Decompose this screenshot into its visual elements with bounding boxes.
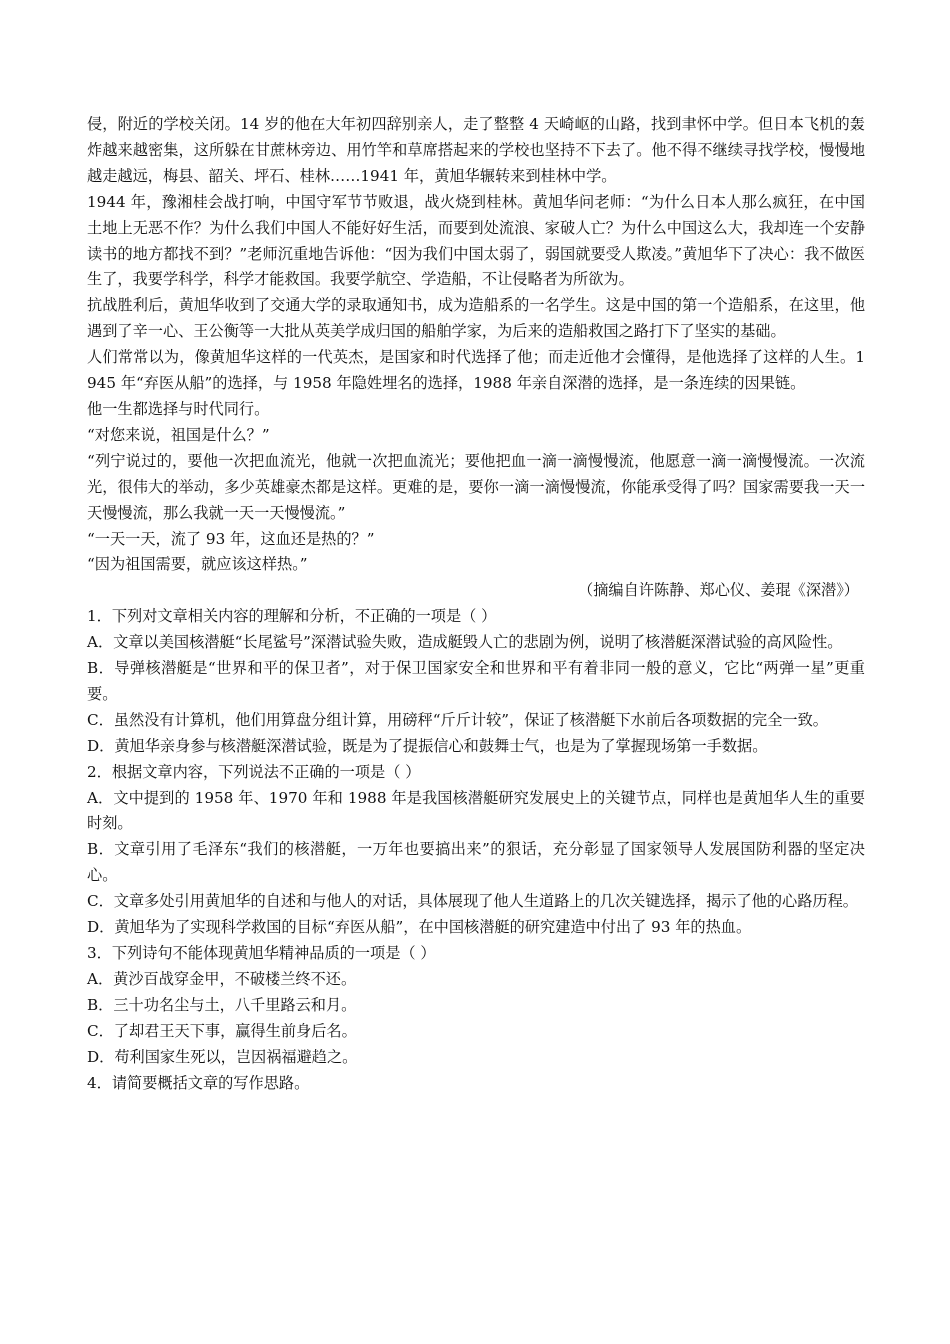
answer-option: A．黄沙百战穿金甲，不破楼兰终不还。 bbox=[87, 969, 357, 988]
answer-option: B．三十功名尘与土，八千里路云和月。 bbox=[87, 995, 357, 1014]
answer-option: D．黄旭华亲身参与核潜艇深潜试验，既是为了提振信心和鼓舞士气，也是为了掌握现场第一手数据。 bbox=[87, 736, 768, 755]
body-paragraph: “对您来说，祖国是什么？” bbox=[87, 425, 270, 444]
body-paragraph: “因为祖国需要，就应该这样热。” bbox=[87, 555, 308, 574]
body-paragraph: 1944 年，豫湘桂会战打响，中国守军节节败退，战火烧到桂林。黄旭华问老师：“为什么日本人那么疯狂，在中国土地上无恶不作？为什么我们中国人不能好好生活，而要到处流浪、家破人亡？为什么中国这么大，我却连一个安静读书的地方都找不到？”老师沉重地告诉他：“因为我们中国太弱了，弱国就要受人欺凌。”黄旭华下了决心：我不做医生了，我要学科学，科学才能救国。我要学航空、学造船，不让侵略者为所欲为。 bbox=[87, 192, 865, 289]
body-paragraph: “一天一天，流了 93 年，这血还是热的？” bbox=[87, 529, 375, 548]
document-body bbox=[87, 112, 865, 1096]
question-stem: 1．下列对文章相关内容的理解和分析，不正确的一项是（ ） bbox=[87, 607, 497, 626]
answer-option: B．导弹核潜艇是“世界和平的保卫者”，对于保卫国家安全和世界和平有着非同一般的意义，它比“两弹一星”更重要。 bbox=[87, 659, 865, 703]
body-paragraph: 人们常常以为，像黄旭华这样的一代英杰，是国家和时代选择了他；而走近他才会懂得，是他选择了这样的人生。1945 年“弃医从船”的选择，与 1958 年隐姓埋名的选择，1988 年亲自深潜的选择，是一条连续的因果链。 bbox=[87, 348, 865, 393]
question-stem: 3．下列诗句不能体现黄旭华精神品质的一项是（ ） bbox=[87, 944, 436, 962]
answer-option: B．文章引用了毛泽东“我们的核潜艇，一万年也要搞出来”的狠话，充分彰显了国家领导人发展国防利器的坚定决心。 bbox=[87, 840, 865, 885]
answer-option: A．文中提到的 1958 年、1970 年和 1988 年是我国核潜艇研究发展史上的关键节点，同样也是黄旭华人生的重要时刻。 bbox=[87, 788, 865, 833]
answer-option: C．了却君王天下事，赢得生前身后名。 bbox=[87, 1021, 357, 1040]
answer-option: D．黄旭华为了实现科学救国的目标“弃医从船”，在中国核潜艇的研究建造中付出了 93 年的热血。 bbox=[87, 918, 752, 937]
body-paragraph: 他一生都选择与时代同行。 bbox=[87, 399, 270, 418]
source-citation: （摘编自许陈静、郑心仪、姜琨《深潜》） bbox=[578, 581, 859, 600]
answer-option: D．苟利国家生死以，岂因祸福避趋之。 bbox=[87, 1047, 358, 1066]
question-stem: 4．请简要概括文章的写作思路。 bbox=[87, 1073, 310, 1092]
body-paragraph: “列宁说过的，要他一次把血流光，他就一次把血流光；要他把血一滴一滴慢慢流，他愿意一滴一滴慢慢流。一次流光，很伟大的举动，多少英雄豪杰都是这样。更难的是，要你一滴一滴慢慢流，你能承受得了吗？国家需要我一天一天慢慢流，那么我就一天一天慢慢流。” bbox=[87, 451, 865, 522]
body-paragraph: 抗战胜利后，黄旭华收到了交通大学的录取通知书，成为造船系的一名学生。这是中国的第一个造船系，在这里，他遇到了辛一心、王公衡等一大批从英美学成归国的船舶学家，为后来的造船救国之路打下了坚实的基础。 bbox=[87, 296, 865, 341]
answer-option: A．文章以美国核潜艇“长尾鲨号”深潜试验失败，造成艇毁人亡的悲剧为例，说明了核潜艇深潜试验的高风险性。 bbox=[87, 633, 843, 652]
answer-option: C．虽然没有计算机，他们用算盘分组计算，用磅秤“斤斤计较”，保证了核潜艇下水前后各项数据的完全一致。 bbox=[87, 710, 828, 729]
answer-option: C．文章多处引用黄旭华的自述和与他人的对话，具体展现了他人生道路上的几次关键选择，揭示了他的心路历程。 bbox=[87, 892, 858, 911]
body-paragraph: 侵，附近的学校关闭。14 岁的他在大年初四辞别亲人，走了整整 4 天崎岖的山路，找到聿怀中学。但日本飞机的轰炸越来越密集，这所躲在甘蔗林旁边、用竹竿和草席搭起来的学校也坚持不下去了。他不得不继续寻找学校，慢慢地越走越远，梅县、韶关、坪石、桂林……1941 年，黄旭华辗转来到桂林中学。 bbox=[87, 115, 865, 185]
question-stem: 2．根据文章内容，下列说法不正确的一项是（ ） bbox=[87, 762, 421, 781]
